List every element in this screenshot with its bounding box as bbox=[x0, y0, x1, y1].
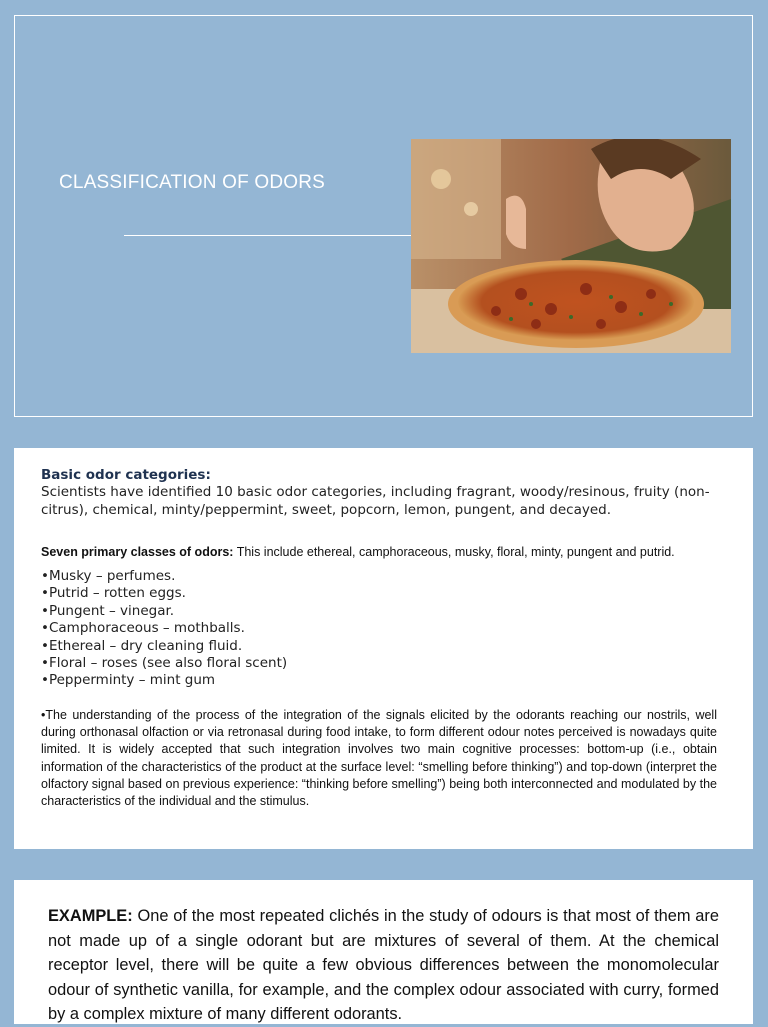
title-divider bbox=[124, 235, 412, 236]
list-item: •Floral – roses (see also floral scent) bbox=[41, 655, 288, 672]
basic-categories-text: Scientists have identified 10 basic odor categories, including fragrant, woody/resinous, fruity (non-citrus), chemical, minty/peppermint, sweet, popcorn, lemon, pungent, and decayed. bbox=[41, 484, 710, 518]
list-item: •Pepperminty – mint gum bbox=[41, 672, 216, 689]
list-item: •Ethereal – dry cleaning fluid. bbox=[41, 637, 243, 654]
example-paragraph bbox=[48, 904, 719, 1027]
integration-paragraph: •The understanding of the process of the integration of the signals elicited by the odorants reaching our nostrils, well during orthonasal olfaction or via retronasal during food intake, to form different odour notes perceived is nowadays quite limited. It is widely accepted that such integration involves two main cognitive processes: bottom-up (i.e., obtain information of the characteristics of the product at the surface level: “smelling before thinking”) and top-down (interpret the olfactory signal based on previous experience: “thinking before smelling”) being both interconnected and modulated by the characteristics of the individual and the stimulus. bbox=[41, 708, 717, 809]
categories-slide bbox=[14, 448, 753, 849]
list-item: •Pungent – vinegar. bbox=[41, 602, 175, 619]
list-item: •Camphoraceous – mothballs. bbox=[41, 620, 245, 637]
seven-classes-label: Seven primary classes of odors: bbox=[41, 545, 234, 559]
list-item: •Putrid – rotten eggs. bbox=[41, 585, 186, 602]
odor-class-list bbox=[41, 568, 287, 690]
seven-classes-text: This include ethereal, camphoraceous, musky, floral, minty, pungent and putrid. bbox=[233, 545, 675, 559]
basic-categories-heading: Basic odor categories: bbox=[41, 467, 211, 483]
pizza-photo bbox=[411, 139, 731, 353]
example-text: One of the most repeated clichés in the study of odours is that most of them are not made up of a single odorant but are mixtures of several of them. At the chemical receptor level, there will be quite a few obvious differences between the monomolecular odour of synthetic vanilla, for example, and the complex odour associated with curry, formed by a complex mixture of many different odorants. bbox=[48, 907, 719, 1024]
example-slide bbox=[14, 880, 753, 1024]
slide-title: CLASSIFICATION OF ODORS bbox=[59, 172, 326, 193]
list-item: •Musky – perfumes. bbox=[41, 568, 176, 584]
example-label: EXAMPLE: bbox=[48, 907, 133, 925]
seven-classes-paragraph bbox=[41, 545, 731, 559]
